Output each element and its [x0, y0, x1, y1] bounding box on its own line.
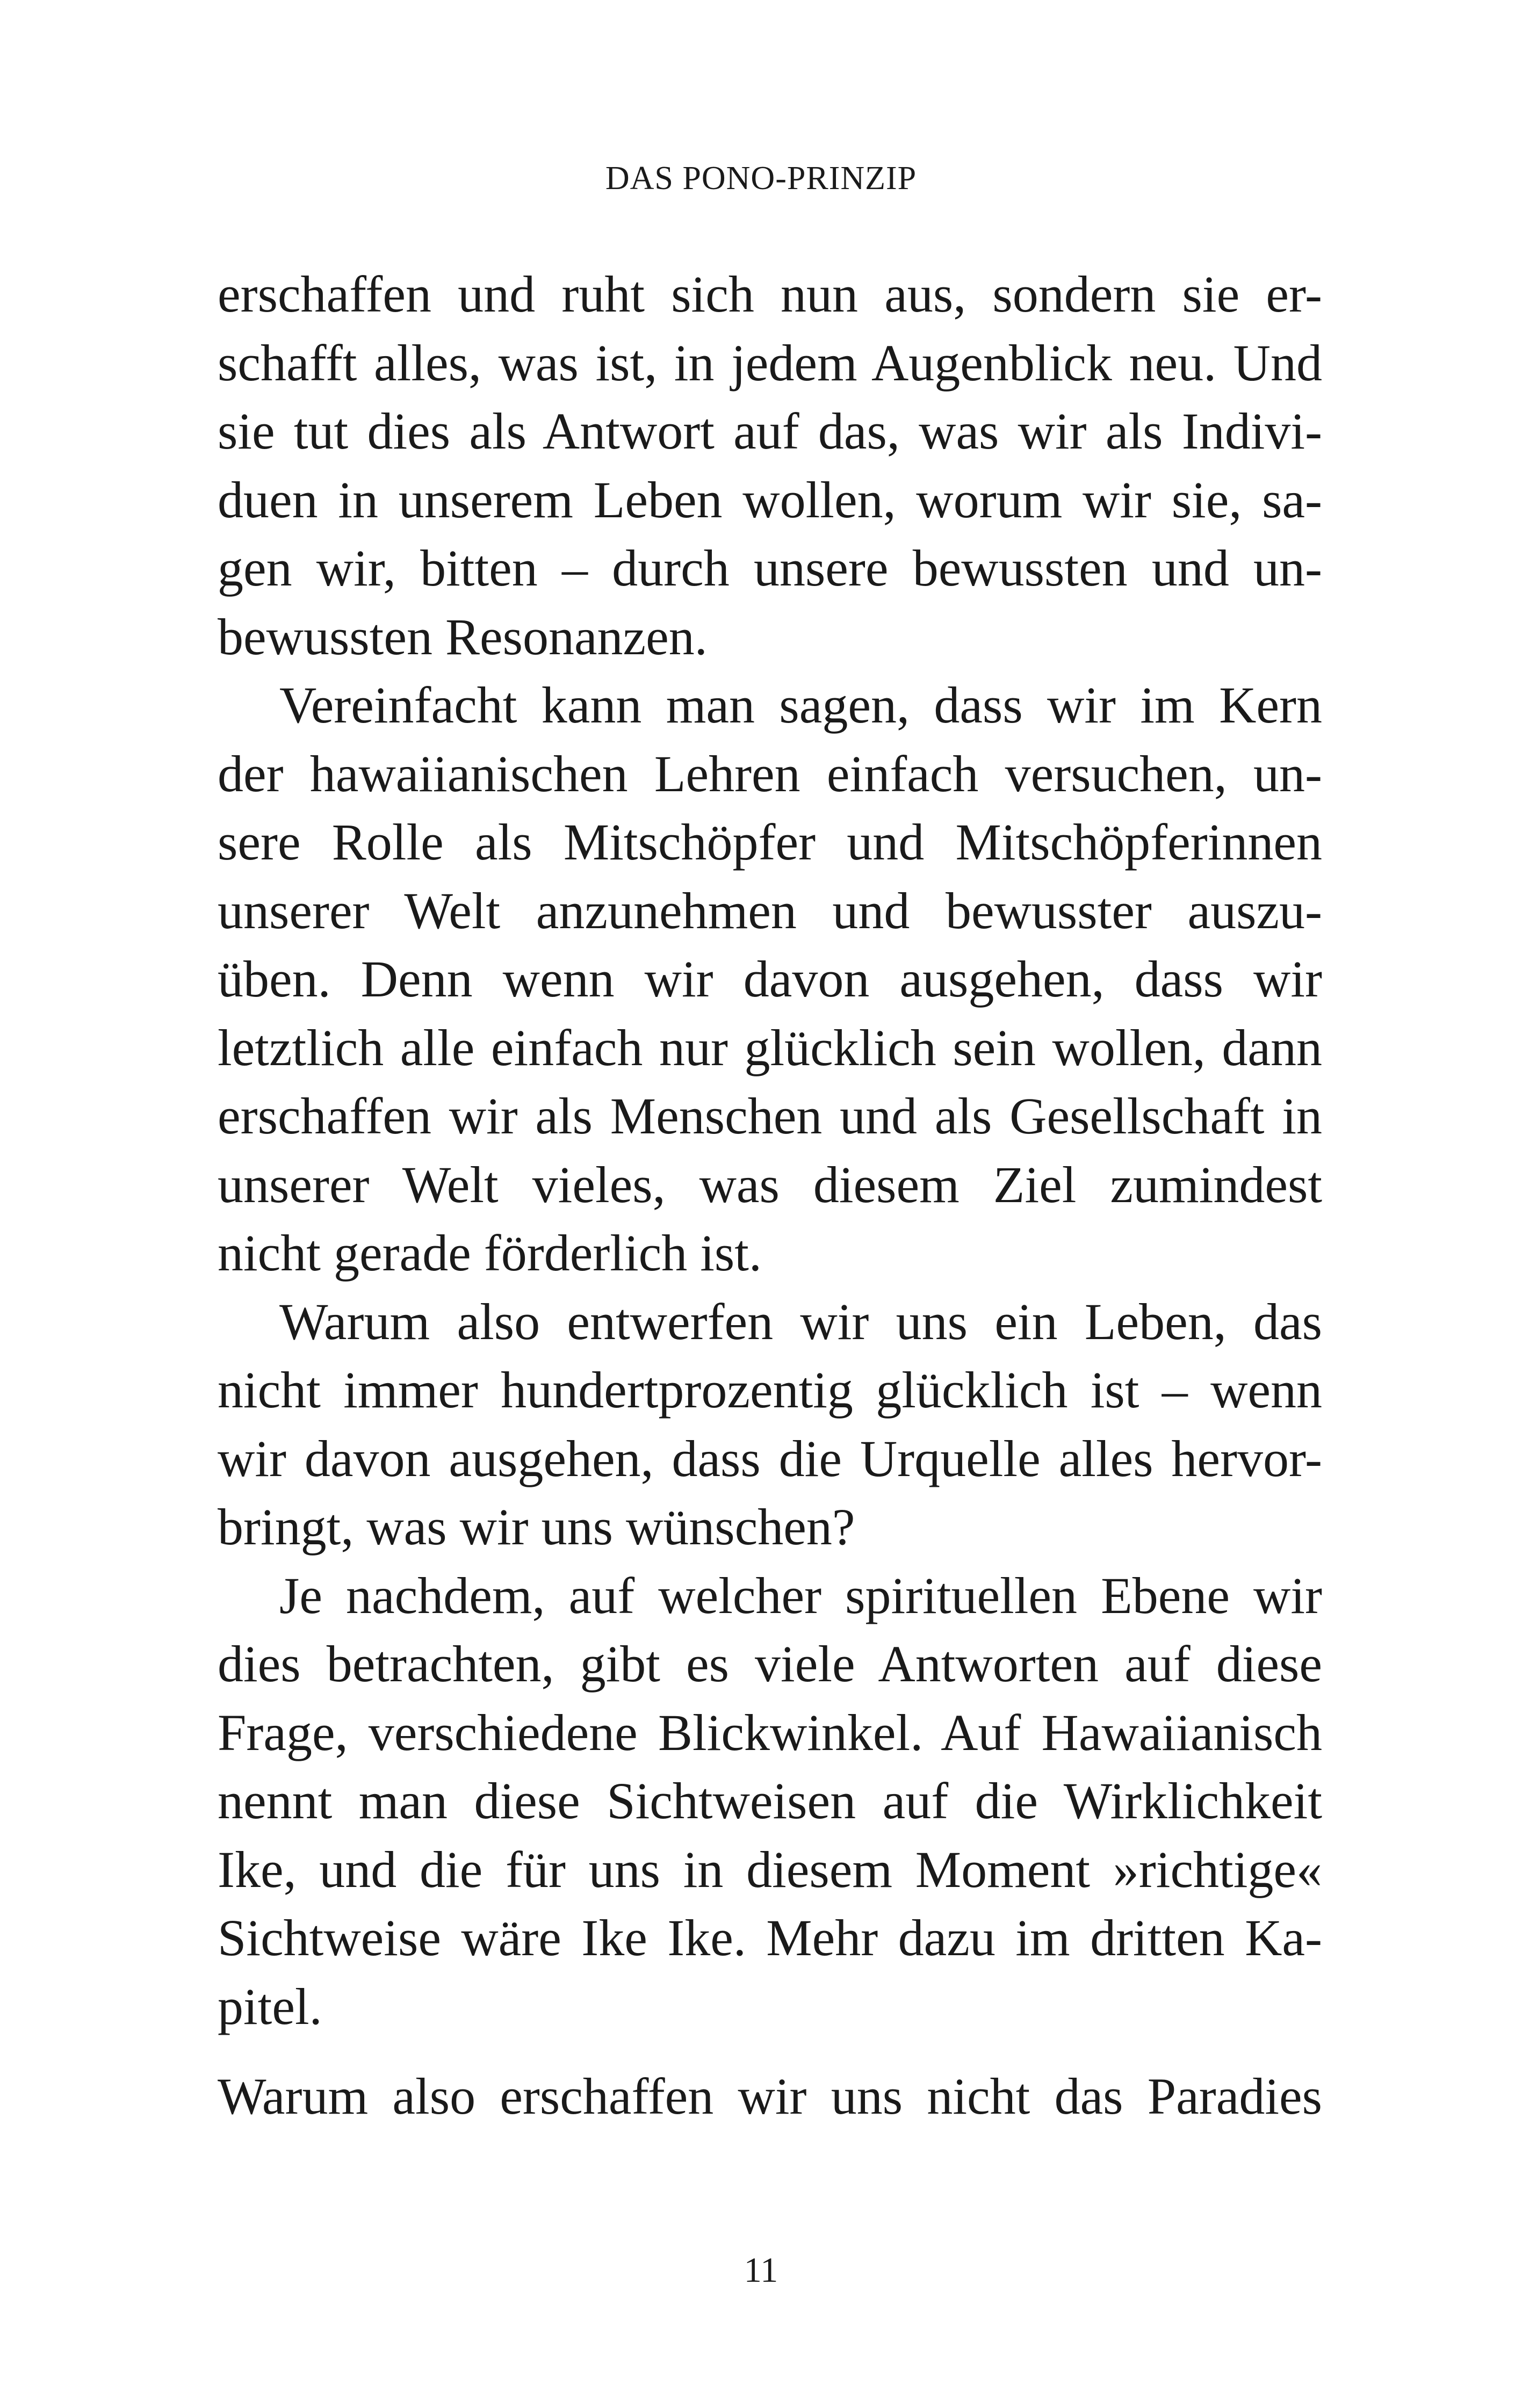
text-line: Vereinfacht kann man sagen, dass wir im Kern: [279, 676, 1322, 734]
text-line: erschaffen wir als Menschen und als Gesellschaft in: [218, 1087, 1322, 1145]
page-number: 11: [744, 2251, 778, 2290]
text-line: Sichtweise wäre Ike Ike. Mehr dazu im dritten Ka-: [218, 1909, 1322, 1966]
body-text: [218, 260, 1322, 2131]
text-line: pitel.: [218, 1977, 322, 2035]
text-line: Ike, und die für uns in diesem Moment »richtige«: [218, 1840, 1322, 1898]
text-line: sere Rolle als Mitschöpfer und Mitschöpferinnen: [218, 813, 1322, 871]
text-line: duen in unserem Leben wollen, worum wir sie, sa-: [218, 471, 1322, 529]
text-line: üben. Denn wenn wir davon ausgehen, dass wir: [218, 950, 1322, 1008]
paragraph: [218, 1288, 1322, 1561]
text-line: bewussten Resonanzen.: [218, 608, 708, 666]
text-line: Warum also entwerfen wir uns ein Leben, das: [279, 1292, 1322, 1350]
text-line: nennt man diese Sichtweisen auf die Wirklichkeit: [218, 1772, 1322, 1829]
text-line: unserer Welt vieles, was diesem Ziel zumindest: [218, 1155, 1322, 1213]
text-line: letztlich alle einfach nur glücklich sein wollen, dann: [218, 1018, 1322, 1076]
text-line: gen wir, bitten – durch unsere bewussten und un-: [218, 539, 1322, 597]
text-line: Je nachdem, auf welcher spirituellen Ebene wir: [279, 1566, 1322, 1624]
text-line: unserer Welt anzunehmen und bewusster auszu-: [218, 881, 1322, 939]
text-line: sie tut dies als Antwort auf das, was wir als Indivi-: [218, 402, 1322, 460]
text-line: dies betrachten, gibt es viele Antworten auf diese: [218, 1635, 1322, 1693]
text-line: erschaffen und ruht sich nun aus, sondern sie er-: [218, 265, 1322, 323]
text-line: der hawaiianischen Lehren einfach versuchen, un-: [218, 744, 1322, 802]
text-line: schafft alles, was ist, in jedem Augenblick neu. Und: [218, 334, 1322, 392]
text-line: Warum also erschaffen wir uns nicht das Paradies: [218, 2067, 1322, 2125]
text-line: nicht immer hundertprozentig glücklich ist – wenn: [218, 1361, 1322, 1419]
paragraph: [218, 1561, 1322, 2041]
paragraph: [218, 2062, 1322, 2131]
paragraph: [218, 260, 1322, 671]
running-header: DAS PONO-PRINZIP: [605, 160, 917, 197]
text-line: wir davon ausgehen, dass die Urquelle alles hervor-: [218, 1429, 1322, 1487]
section-break: [218, 2041, 1322, 2062]
text-line: Frage, verschiedene Blickwinkel. Auf Hawaiianisch: [218, 1703, 1322, 1761]
text-line: bringt, was wir uns wünschen?: [218, 1498, 855, 1556]
text-line: nicht gerade förderlich ist.: [218, 1224, 762, 1282]
paragraph: [218, 671, 1322, 1288]
